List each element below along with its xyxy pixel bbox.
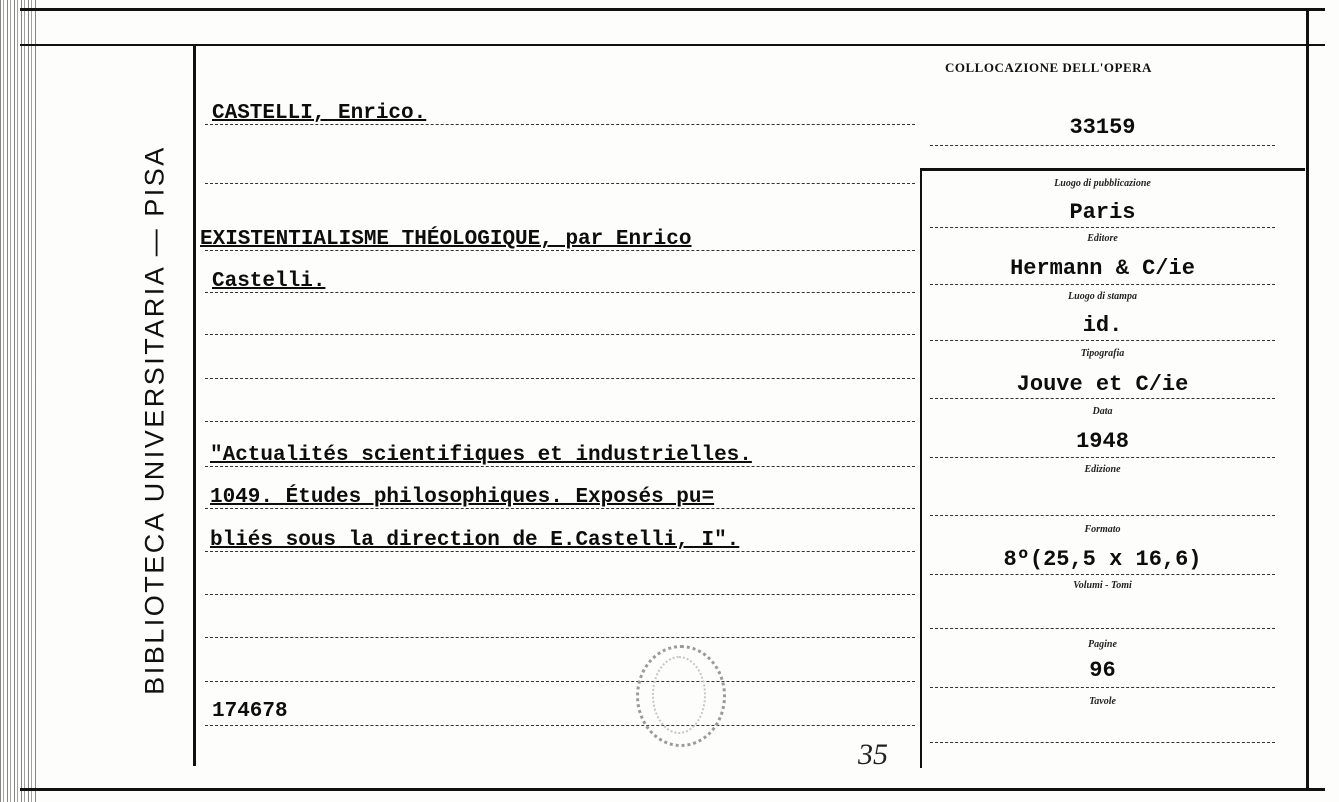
- collocation-box-left: [920, 168, 922, 768]
- title-line-2: Castelli.: [212, 270, 326, 293]
- right-edge-rule: [1306, 10, 1309, 790]
- rule-line-right: [930, 284, 1275, 285]
- label-publisher: Editore: [1087, 233, 1118, 244]
- label-edition: Edizione: [1084, 464, 1121, 475]
- label-volumes: Volumi - Tomi: [1073, 580, 1132, 591]
- rule-line-right: [930, 398, 1275, 399]
- rule-line-right: [930, 628, 1275, 629]
- rule-line: [205, 334, 915, 335]
- rule-line-right: [930, 227, 1275, 228]
- top-rule: [20, 8, 1325, 11]
- collocation-box-top: [920, 168, 1305, 171]
- rule-line: [205, 183, 915, 184]
- series-line-1: "Actualités scientifiques et industrielles.: [210, 444, 752, 467]
- rule-line: [205, 421, 915, 422]
- rule-line-right: [930, 742, 1275, 743]
- inventory-number: 174678: [212, 700, 288, 723]
- rule-line: [205, 637, 915, 638]
- series-line-3: bliés sous la direction de E.Castelli, I".: [210, 529, 740, 552]
- rule-line: [205, 681, 915, 682]
- label-plates: Tavole: [1089, 696, 1116, 707]
- value-publisher: Hermann & C/ie: [1010, 256, 1195, 281]
- label-printer: Tipografia: [1080, 348, 1125, 359]
- bottom-rule: [20, 788, 1325, 791]
- top-rule-2: [20, 44, 1325, 46]
- rule-line: [205, 378, 915, 379]
- value-date: 1948: [1076, 429, 1129, 454]
- value-place-of-printing: id.: [1082, 313, 1123, 338]
- rule-line-right: [930, 457, 1275, 458]
- author-heading: CASTELLI, Enrico.: [212, 102, 427, 125]
- value-pages: 96: [1089, 658, 1116, 683]
- rule-line-right: [930, 340, 1275, 341]
- label-place-of-printing: Luogo di stampa: [1068, 291, 1137, 302]
- library-name-vertical: BIBLIOTECA UNIVERSITARIA — PISA: [139, 145, 170, 695]
- title-line-1: EXISTENTIALISME THÉOLOGIQUE, par Enrico: [200, 228, 692, 251]
- value-place-of-publication: Paris: [1069, 200, 1136, 225]
- left-margin-rule: [193, 46, 196, 766]
- rule-line: [205, 725, 915, 726]
- collocation-header: COLLOCAZIONE DELL'OPERA: [945, 60, 1152, 75]
- rule-line-right: [930, 574, 1275, 575]
- handwritten-mark: 35: [858, 738, 888, 771]
- rule-line-right: [930, 515, 1275, 516]
- label-place-of-publication: Luogo di pubblicazione: [1054, 178, 1151, 189]
- collocation-number-line: [930, 145, 1275, 146]
- rule-line-right: [930, 687, 1275, 688]
- collocation-number: 33159: [1069, 115, 1136, 140]
- value-format: 8º(25,5 x 16,6): [1003, 547, 1202, 572]
- library-stamp-inner: [652, 656, 706, 734]
- label-pages: Pagine: [1088, 639, 1117, 650]
- scan-edge: [0, 0, 36, 802]
- value-printer: Jouve et C/ie: [1016, 372, 1189, 397]
- series-line-2: 1049. Études philosophiques. Exposés pu=: [210, 486, 715, 509]
- rule-line: [205, 594, 915, 595]
- label-format: Formato: [1084, 524, 1121, 535]
- label-date: Data: [1092, 406, 1113, 417]
